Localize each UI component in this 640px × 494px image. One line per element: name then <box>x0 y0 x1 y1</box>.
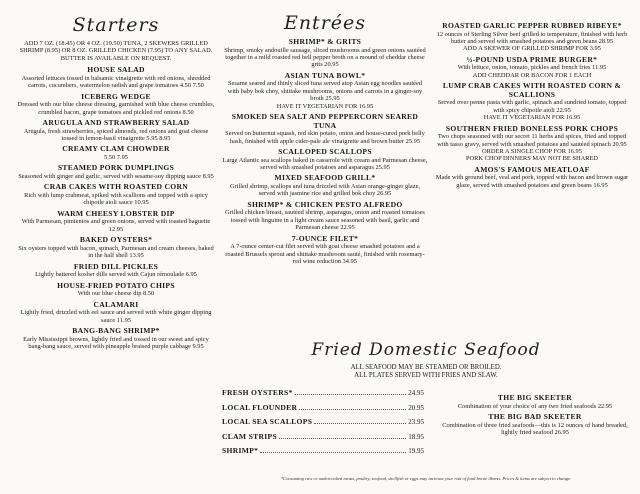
menu-item <box>222 174 428 197</box>
price-row-name: FRESH OYSTERS* <box>222 388 293 397</box>
item-name: AMOS'S FAMOUS MEATLOAF <box>474 164 590 174</box>
price-row-name: SHRIMP* <box>222 446 259 455</box>
menu-item <box>16 119 216 142</box>
item-desc: Arugula, fresh strawberries, spiced almonds, red onions and goat cheese tossed in lemon-basil vinaigrette 5.95 8.95 <box>23 127 209 143</box>
price-row <box>222 388 424 403</box>
item-desc: With lettuce, onion, tomato, pickles and french fries 11.95 <box>457 64 607 72</box>
item-name: ARUGULA AND STRAWBERRY SALAD <box>42 118 190 128</box>
item-name: MIXED SEAFOOD GRILL* <box>274 173 376 183</box>
fried-seafood-section <box>222 340 630 481</box>
skeeter-combos <box>440 394 630 439</box>
item-name: SOUTHERN FRIED BONELESS PORK CHOPS <box>445 123 619 133</box>
item-name: FRIED DILL PICKLES <box>73 261 159 271</box>
menu-item <box>222 38 428 69</box>
entrees-heading: Entrées <box>283 12 367 34</box>
menu-item <box>16 145 216 161</box>
item-name: ROASTED GARLIC PEPPER RUBBED RIBEYE* <box>442 21 622 30</box>
price-row <box>222 417 424 432</box>
item-desc: Assorted lettuces tossed in balsamic vinaigrette with red onions, shredded carrots, cucumbers, watermelon radish and grape tomatoes 4.50 7.50 <box>21 74 211 90</box>
price-row <box>222 432 424 447</box>
price-row-name: CLAM STRIPS <box>222 431 277 441</box>
menu-item <box>222 113 428 145</box>
starters-list <box>16 66 216 350</box>
item-desc: Rich with lump crabmeat, spiked with scallions and topped with a spicy chipotle aioli sauce 10.95 <box>24 192 208 207</box>
price-row-name: LOCAL FLOUNDER <box>222 402 298 412</box>
price-row-price: 18.95 <box>408 432 424 441</box>
price-row-name: LOCAL SEA SCALLOPS <box>222 417 313 426</box>
item-name: ASIAN TUNA BOWL* <box>284 70 366 80</box>
leader-dots <box>295 394 407 395</box>
price-row-price: 20.95 <box>408 403 424 412</box>
item-desc: Sesame seared and thinly sliced tuna served atop Asian egg noodles sautéed with baby bok choy, shiitake mushrooms, onions and carrots in a ginger-soy broth 25.95 <box>227 80 423 103</box>
item-desc: Served on butternut squash, red skin potato, onion and house-cured pork belly hash, finished with apple cider-pale ale vinaigrette and brown butter 25.95 <box>225 130 425 145</box>
item-desc: Combination of your choice of any two fried seafoods 22.95 <box>457 402 613 410</box>
leader-dots <box>314 423 406 424</box>
price-row <box>222 403 424 418</box>
item-name: HOUSE-FRIED POTATO CHIPS <box>57 280 175 290</box>
starters-column <box>16 14 216 353</box>
item-desc: Grilled chicken breast, sautéed shrimp, asparagus, onion and roasted tomatoes tossed with linguine in a light cream sauce seasoned with basil, garlic and Parmesan cheese 22.95 <box>225 209 425 232</box>
fried-note-line: ALL PLATES SERVED WITH FRIES AND SLAW. <box>354 372 498 379</box>
leader-dots <box>260 452 406 453</box>
fried-price-list <box>222 388 424 461</box>
item-desc: Lightly fried, drizzled with eel sauce and served with white ginger dipping sauce 11.95 <box>20 309 212 324</box>
menu-item <box>16 210 216 233</box>
menu-item <box>440 413 630 436</box>
menu-item <box>222 148 428 171</box>
item-desc: Early Mississippi browns, lightly fried and tossed in our sweet and spicy bang-bang sauce, served with pineapple braised purple cabbage 9.95 <box>23 335 209 351</box>
item-desc: 12 ounces of Sterling Silver beef grilled to temperature, finished with herb butter and served with smashed potatoes and green beans 28.95 <box>436 30 628 45</box>
price-row-price: 19.95 <box>408 447 424 455</box>
salad-add-note: ADD 7 OZ. (18.45) OR 4 OZ. (10.50) TUNA, 2 SKEWERS GRILLED SHRIMP (8.95) OR 8 OZ. GRILLED CHICKEN (7.95) TO ANY SALAD. BUTTER IS AVAILABLE ON REQUEST. <box>19 40 213 62</box>
menu-item <box>434 82 630 121</box>
item-name: WARM CHEESY LOBSTER DIP <box>57 208 175 218</box>
price-row-price: 24.95 <box>408 389 424 397</box>
item-name: SMOKED SEA SALT AND PEPPERCORN SEARED TUNA <box>231 112 419 130</box>
item-desc: Seasoned with ginger and garlic, served with sesame-soy dipping sauce 8.95 <box>18 173 214 181</box>
item-desc: Combination of three fried seafoods—this is 12 ounces of hand breaded, lightly fried seafood 26.95 <box>442 421 628 436</box>
item-desc: Two chops seasoned with our secret 11 herbs and spices, fried and topped with tasso gravy, served with smashed potatoes and sautéed spinach 20.95 <box>437 133 627 148</box>
menu-item <box>434 166 630 189</box>
price-row <box>222 446 424 461</box>
leader-dots <box>279 438 406 439</box>
item-desc: Served over penne pasta with garlic, spinach and sundried tomato, topped with spicy chipotle aioli 22.95 <box>437 99 627 114</box>
item-name: BAKED OYSTERS* <box>79 235 153 245</box>
item-desc: A 7-ounce center-cut filet served with goat cheese smashed potatoes and a roasted Brussels sprout and shiitake mushroom sauté, finished with rosemary-red wine reduction 34.95 <box>225 243 425 266</box>
fried-seafood-heading: Fried Domestic Seafood <box>311 340 541 360</box>
menu-item <box>16 236 216 259</box>
item-name: CALAMARI <box>93 299 139 309</box>
food-safety-disclaimer: *Consuming raw or undercooked meats, poultry, seafood, shellfish or eggs may increase your risk of food borne illness. Prices & items are subject to change. <box>280 476 572 481</box>
item-desc: With our blue cheese dip 8.50 <box>77 290 155 298</box>
item-name: THE BIG SKEETER <box>497 393 573 402</box>
menu-item <box>222 72 428 110</box>
item-desc: Made with ground beef, veal and pork, topped with bacon and brown sugar glaze, served with smashed potatoes and green beans 16.95 <box>435 174 629 189</box>
menu-item <box>16 93 216 116</box>
item-name: THE BIG BAD SKEETER <box>488 412 582 421</box>
item-extra: ORDER A SINGLE CHOP FOR 16.95 <box>482 148 582 156</box>
price-row-price: 23.95 <box>408 418 424 426</box>
menu-item <box>16 301 216 324</box>
item-desc: Six oysters topped with bacon, spinach, Parmesan and cream cheeses, baked in the half shell 13.95 <box>18 244 214 260</box>
item-extra: ADD CHEDDAR OR BACON FOR 1 EACH <box>472 71 592 79</box>
menu-item <box>16 183 216 206</box>
fried-note <box>222 364 630 380</box>
item-extra: PORK CHOP DINNERS MAY NOT BE SHARED <box>466 155 598 163</box>
menu-item <box>434 22 630 53</box>
item-name: BANG-BANG SHRIMP* <box>72 326 160 336</box>
item-extra: ADD A SKEWER OF GRILLED SHRIMP FOR 3.95 <box>463 45 601 53</box>
menu-item <box>16 327 216 350</box>
menu-item <box>434 125 630 163</box>
item-name: SHRIMP* & CHICKEN PESTO ALFREDO <box>247 199 403 209</box>
item-name: ½-POUND USDA PRIME BURGER* <box>466 54 598 64</box>
item-desc: Large Atlantic sea scallops baked in casserole with cream and Parmesan cheese, served with smashed potatoes and asparagus 25.95 <box>222 156 428 172</box>
item-name: 7-OUNCE FILET* <box>291 233 359 243</box>
item-desc: Lightly battered kosher dills served with Cajun rémoulade 6.95 <box>35 271 197 279</box>
leader-dots <box>299 409 406 410</box>
item-name: HOUSE SALAD <box>87 65 145 75</box>
menu-item <box>16 282 216 298</box>
item-name: STEAMED PORK DUMPLINGS <box>57 163 175 173</box>
item-name: CRAB CAKES WITH ROASTED CORN <box>43 182 189 192</box>
menu-item <box>222 235 428 266</box>
starters-heading: Starters <box>72 14 160 36</box>
item-name: CREAMY CLAM CHOWDER <box>62 144 170 154</box>
entrees-column-b <box>434 22 630 192</box>
menu-item <box>16 263 216 279</box>
item-name: ICEBERG WEDGE <box>81 91 151 101</box>
menu-item <box>222 201 428 232</box>
entrees-column-a <box>222 38 428 268</box>
item-extra: HAVE IT VEGETARIAN FOR 16.95 <box>276 102 374 110</box>
menu-item <box>16 164 216 180</box>
item-name: LUMP CRAB CAKES WITH ROASTED CORN & SCALLIONS <box>442 81 622 99</box>
item-desc: 5.50 7.95 <box>104 154 128 162</box>
menu-item <box>440 394 630 410</box>
item-extra: HAVE IT VEGETARIAN FOR 16.95 <box>483 114 581 122</box>
menu-item <box>434 56 630 79</box>
item-desc: With Parmesan, pimientos and green onions, served with toasted baguette 12.95 <box>21 218 211 233</box>
menu-item <box>16 66 216 89</box>
item-desc: Grilled shrimp, scallops and tuna drizzled with Asian orange-ginger glaze, served with jasmine rice and grilled bok choy 26.95 <box>229 183 421 198</box>
item-name: SCALLOPED SCALLOPS <box>278 147 372 157</box>
item-name: SHRIMP* & GRITS <box>288 37 362 46</box>
fried-note-line: ALL SEAFOOD MAY BE STEAMED OR BROILED. <box>350 364 502 371</box>
item-desc: Dressed with our blue cheese dressing, garnished with blue cheese crumbles, crumbled bacon, grape tomatoes and pickled red onions 8.50 <box>17 101 215 116</box>
item-desc: Shrimp, smoky andouille sausage, sliced mushrooms and green onions sautéed together in a mild roasted red bell pepper broth on a mound of cheddar cheese grits 20.95 <box>224 46 426 69</box>
